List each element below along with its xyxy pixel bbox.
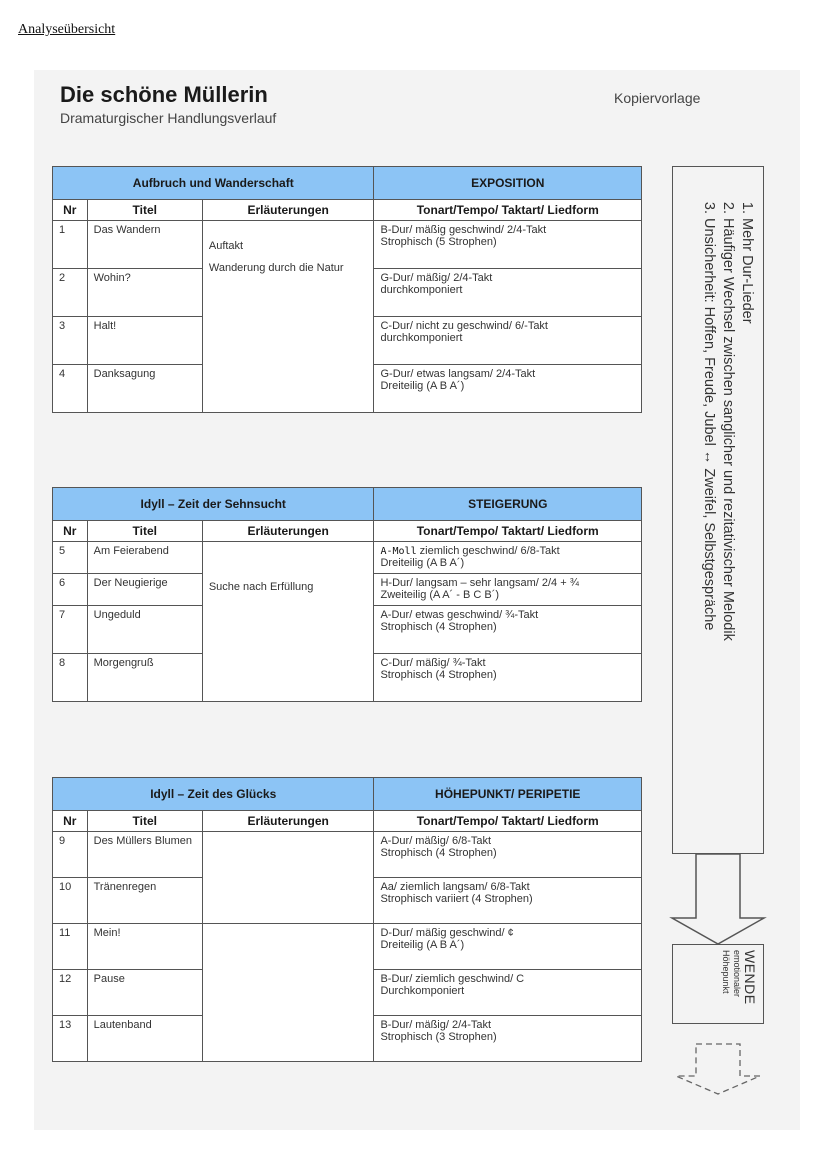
- row-tonart: B-Dur/ ziemlich geschwind/ C Durchkomponiert: [374, 970, 642, 1016]
- list-item: 3. Unsicherheit: Hoffen, Freude, Jubel ↔ Zweifel, Selbstgespräche: [699, 218, 718, 816]
- row-titel: Am Feierabend: [87, 542, 202, 574]
- row-titel: Danksagung: [87, 365, 202, 413]
- row-tonart: Aa/ ziemlich langsam/ 6/8-Takt Strophisch variiert (4 Strophen): [374, 878, 642, 924]
- col-tonart: Tonart/Tempo/ Taktart/ Liedform: [374, 200, 642, 221]
- col-nr: Nr: [53, 200, 88, 221]
- row-nr: 3: [53, 317, 88, 365]
- row-titel: Des Müllers Blumen: [87, 832, 202, 878]
- row-tonart: B-Dur/ mäßig/ 2/4-Takt Strophisch (3 Strophen): [374, 1016, 642, 1062]
- col-titel: Titel: [87, 811, 202, 832]
- row-titel: Mein!: [87, 924, 202, 970]
- row-tonart: C-Dur/ mäßig/ ¾-Takt Strophisch (4 Strophen): [374, 654, 642, 702]
- dashed-down-arrow-icon: [676, 1044, 760, 1094]
- row-titel: Morgengruß: [87, 654, 202, 702]
- row-nr: 8: [53, 654, 88, 702]
- row-tonart: A-Dur/ mäßig/ 6/8-Takt Strophisch (4 Strophen): [374, 832, 642, 878]
- row-tonart: G-Dur/ mäßig/ 2/4-Takt durchkomponiert: [374, 269, 642, 317]
- wende-sub-2: Höhepunkt: [721, 950, 731, 994]
- section-header-right: EXPOSITION: [374, 167, 642, 200]
- row-nr: 1: [53, 221, 88, 269]
- row-nr: 6: [53, 574, 88, 606]
- down-arrow-icon: [672, 854, 764, 944]
- col-titel: Titel: [87, 521, 202, 542]
- row-tonart: C-Dur/ nicht zu geschwind/ 6/-Takt durchkomponiert: [374, 317, 642, 365]
- col-erlaeuterungen: Erläuterungen: [202, 521, 374, 542]
- list-item: 1. Mehr Dur-Lieder: [737, 218, 756, 816]
- row-tonart: B-Dur/ mäßig geschwind/ 2/4-Takt Strophisch (5 Strophen): [374, 221, 642, 269]
- row-nr: 11: [53, 924, 88, 970]
- col-nr: Nr: [53, 811, 88, 832]
- row-nr: 4: [53, 365, 88, 413]
- kopiervorlage-label: Kopiervorlage: [614, 90, 701, 106]
- col-erlaeuterungen: Erläuterungen: [202, 200, 374, 221]
- page-title: Die schöne Müllerin: [60, 82, 268, 107]
- row-titel: Lautenband: [87, 1016, 202, 1062]
- row-nr: 9: [53, 832, 88, 878]
- row-titel: Halt!: [87, 317, 202, 365]
- row-titel: Der Neugierige: [87, 574, 202, 606]
- col-tonart: Tonart/Tempo/ Taktart/ Liedform: [374, 521, 642, 542]
- col-erlaeuterungen: Erläuterungen: [202, 811, 374, 832]
- note-auftakt: Auftakt: [208, 240, 244, 252]
- note-suche: Suche nach Erfüllung: [208, 581, 314, 593]
- wende-sub-1: emotionaler: [732, 950, 742, 998]
- handwritten-note: A-Moll: [380, 546, 417, 557]
- wende-title: WENDE: [742, 950, 758, 1005]
- row-tonart: H-Dur/ langsam – sehr langsam/ 2/4 + ¾ Zweiteilig (A A´ - B C B´): [374, 574, 642, 606]
- row-nr: 7: [53, 606, 88, 654]
- col-nr: Nr: [53, 521, 88, 542]
- section-header-left: Idyll – Zeit der Sehnsucht: [53, 488, 374, 521]
- row-nr: 12: [53, 970, 88, 1016]
- row-titel: Pause: [87, 970, 202, 1016]
- col-titel: Titel: [87, 200, 202, 221]
- row-tonart: A-Dur/ etwas geschwind/ ¾-Takt Strophisch (4 Strophen): [374, 606, 642, 654]
- progression-list: [676, 196, 756, 816]
- note-wanderung: Wanderung durch die Natur: [208, 262, 344, 274]
- row-tonart: A-Moll ziemlich geschwind/ 6/8-Takt Dreiteilig (A B A´): [374, 542, 642, 574]
- row-titel: Das Wandern: [87, 221, 202, 269]
- row-nr: 5: [53, 542, 88, 574]
- section-header-right: HÖHEPUNKT/ PERIPETIE: [374, 778, 642, 811]
- row-titel: Ungeduld: [87, 606, 202, 654]
- row-nr: 13: [53, 1016, 88, 1062]
- col-tonart: Tonart/Tempo/ Taktart/ Liedform: [374, 811, 642, 832]
- row-titel: Tränenregen: [87, 878, 202, 924]
- section-header-right: STEIGERUNG: [374, 488, 642, 521]
- section-header-left: Aufbruch und Wanderschaft: [53, 167, 374, 200]
- row-nr: 10: [53, 878, 88, 924]
- row-nr: 2: [53, 269, 88, 317]
- wende-label: [720, 950, 758, 1030]
- page-subtitle: Dramaturgischer Handlungsverlauf: [60, 110, 277, 126]
- row-tonart: G-Dur/ etwas langsam/ 2/4-Takt Dreiteilig (A B A´): [374, 365, 642, 413]
- section-header-left: Idyll – Zeit des Glücks: [53, 778, 374, 811]
- analyse-link[interactable]: Analyseübersicht: [18, 22, 116, 37]
- list-item: 2. Häufiger Wechsel zwischen sanglicher und rezitativischer Melodik: [718, 218, 737, 816]
- row-titel: Wohin?: [87, 269, 202, 317]
- row-tonart: D-Dur/ mäßig geschwind/ ¢ Dreiteilig (A B A´): [374, 924, 642, 970]
